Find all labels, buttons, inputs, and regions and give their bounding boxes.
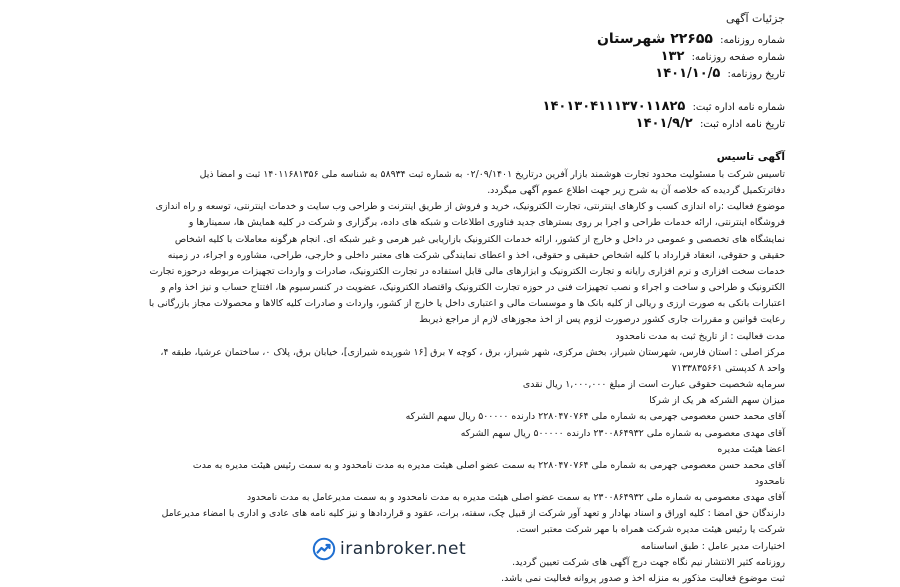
body-line: رعایت قوانین و مقررات جاری کشور درصورت لزوم پس از اخذ مجوزهای لازم از مراجع ذیربط [419, 314, 785, 326]
body-line: آقای محمد حسن معصومی جهرمی به شماره ملی ۲۲۸۰۴۷۰۷۶۴ دارنده ۵۰۰۰۰۰ ریال سهم الشرکه [405, 411, 785, 423]
body-line: اعتبارات بانکی به صورت ارزی و ریالی از کلیه بانک ها و موسسات مالی و اعتباری داخل یا خارج از کشور، واردات و صادرات کلیه کالاها و محصولات مجاز بازرگانی با [148, 298, 785, 310]
brand-name: iranbroker.net [340, 539, 467, 559]
page-number-value: ۱۳۲ [660, 49, 685, 64]
body-line: روزنامه کثیر الانتشار نیم نگاه جهت درج آگهی های شرکت تعیین گردید. [512, 556, 785, 568]
registry-letter-date-label: تاریخ نامه اداره ثبت: [699, 119, 785, 130]
registry-letter-date-value: ۱۴۰۱/۹/۲ [635, 116, 693, 131]
ad-heading: آگهی تاسیس [716, 151, 785, 163]
newspaper-number-row [185, 31, 785, 48]
body-line: شرکت یا رئیس هیئت مدیره شرکت همراه با مهر شرکت معتبر است. [516, 524, 785, 536]
body-line: اختیارات مدیر عامل : طبق اساسنامه [640, 540, 785, 552]
body-line: حقیقی و حقوقی، انعقاد قرارداد با کلیه اشخاص حقیقی و حقوقی، اخذ و اعطای نمایندگی شرکت های معتبر داخلی و خارجی، طراحی، مشاوره و اجراء، در زمینه [167, 249, 785, 261]
body-line: الکترونیک و طراحی و ساخت و اجراء و نصب تجهیزات فنی در حوزه تجارت الکترونیک واقتصاد الکترونیک، عضویت در کنسرسیوم ها، افتتاح حساب و نیز اخذ وام و [161, 282, 785, 294]
body-line: دفاترتکمیل گردیده که خلاصه آن به شرح زیر جهت اطلاع عموم آگهی میگردد. [487, 185, 785, 197]
body-line: آقای مهدی معصومی به شماره ملی ۲۳۰۰۸۶۴۹۳۲ به سمت عضو اصلی هیئت مدیره به مدت نامحدود و به سمت مدیرعامل به مدت نامحدود [247, 492, 785, 504]
registry-info [185, 98, 785, 132]
trend-chart-icon [312, 537, 336, 561]
newspaper-date-value: ۱۴۰۱/۱۰/۵ [655, 66, 721, 81]
body-line: تاسیس شرکت با مسئولیت محدود تجارت هوشمند بازار آفرین درتاریخ ۰۲/۰۹/۱۴۰۱ به شماره ثبت ۵۸۹۳۴ به شناسه ملی ۱۴۰۱۱۶۸۱۳۵۶ ثبت و امضا ذیل [199, 169, 785, 180]
body-line: نمایشگاه های تخصصی و عمومی در داخل و خارج از کشور، ارائه خدمات الکترونیک بازاریابی غیر هرمی و غیر شبکه ای. انجام هرگونه معاملات با کلیه اشخاص [174, 233, 785, 245]
registry-letter-number-label: شماره نامه اداره ثبت: [692, 102, 785, 113]
ad-body [105, 167, 785, 587]
body-line: آقای مهدی معصومی به شماره ملی ۲۳۰۰۸۶۴۹۳۲ دارنده ۵۰۰۰۰۰ ریال سهم الشرکه [460, 427, 785, 439]
newspaper-date-label: تاریخ روزنامه: [727, 69, 785, 80]
newspaper-date-row [185, 65, 785, 82]
body-line: مدت فعالیت : از تاریخ ثبت به مدت نامحدود [615, 330, 785, 342]
registry-letter-number-row [185, 98, 785, 115]
body-line: خدمات سخت افزاری و نرم افزاری رایانه و تجارت الکترونیک و ابزارهای مالی قابل استفاده در تجارت الکترونیک، صادرات و واردات تجهیزات مربوطه درحوزه تجارت [149, 265, 785, 277]
body-line: اعضا هیئت مدیره [717, 443, 785, 455]
body-line: موضوع فعالیت :راه اندازی کسب و کارهای اینترنتی، تجارت الکترونیک، خرید و فروش از طریق اینترنت و طراحی وب سایت و خدمات اینترنتی، توسعه و راه اندازی [155, 201, 785, 213]
brand-watermark[interactable] [312, 537, 466, 561]
body-line: ثبت موضوع فعالیت مذکور به منزله اخذ و صدور پروانه فعالیت نمی باشد. [501, 572, 785, 584]
body-line: مرکز اصلی : استان فارس، شهرستان شیراز، بخش مرکزی، شهر شیراز، برق ، کوچه ۷ برق [۱۶ شوریده شیرازی]، خیابان برق، پلاک ۰، ساختمان عرشیا، طبقه ۴، [160, 346, 785, 358]
body-line: آقای محمد حسن معصومی جهرمی به شماره ملی ۲۲۸۰۴۷۰۷۶۴ به سمت عضو اصلی هیئت مدیره به مدت نامحدود و به سمت رئیس هیئت مدیره به مدت [192, 459, 785, 471]
page-title: جزئیات آگهی [726, 12, 785, 25]
body-line: واحد ۸ کدپستی ۷۱۳۳۸۳۵۶۶۱ [671, 362, 785, 374]
body-line: فروشگاه اینترنتی، ارائه خدمات طراحی و اجرا بر روی بسترهای جدید فناوری اطلاعات و شبکه های داده، برگزاری و شرکت در کلیه همایش ها، سمینارها و [188, 217, 785, 229]
body-line: دارندگان حق امضا : کلیه اوراق و اسناد بهادار و تعهد آور شرکت از قبیل چک، سفته، برات، عقود و قراردادها و نیز کلیه نامه های عادی و اداری با امضاء مدیرعامل [161, 508, 785, 520]
body-line: میزان سهم الشرکه هر یک از شرکا [649, 395, 785, 407]
newspaper-number-value: ۲۲۶۵۵ شهرستان [596, 31, 713, 47]
page-number-label: شماره صفحه روزنامه: [691, 52, 785, 63]
newspaper-number-label: شماره روزنامه: [720, 35, 785, 46]
registry-letter-date-row [185, 115, 785, 132]
body-line: نامحدود [754, 475, 785, 487]
body-line: سرمایه شخصیت حقوقی عبارت است از مبلغ ۱,۰۰۰,۰۰۰ ریال نقدی [522, 379, 785, 391]
registry-letter-number-value: ۱۴۰۱۳۰۴۱۱۱۳۷۰۱۱۸۲۵ [542, 99, 686, 114]
newspaper-info [185, 31, 785, 82]
page-number-row [185, 48, 785, 65]
